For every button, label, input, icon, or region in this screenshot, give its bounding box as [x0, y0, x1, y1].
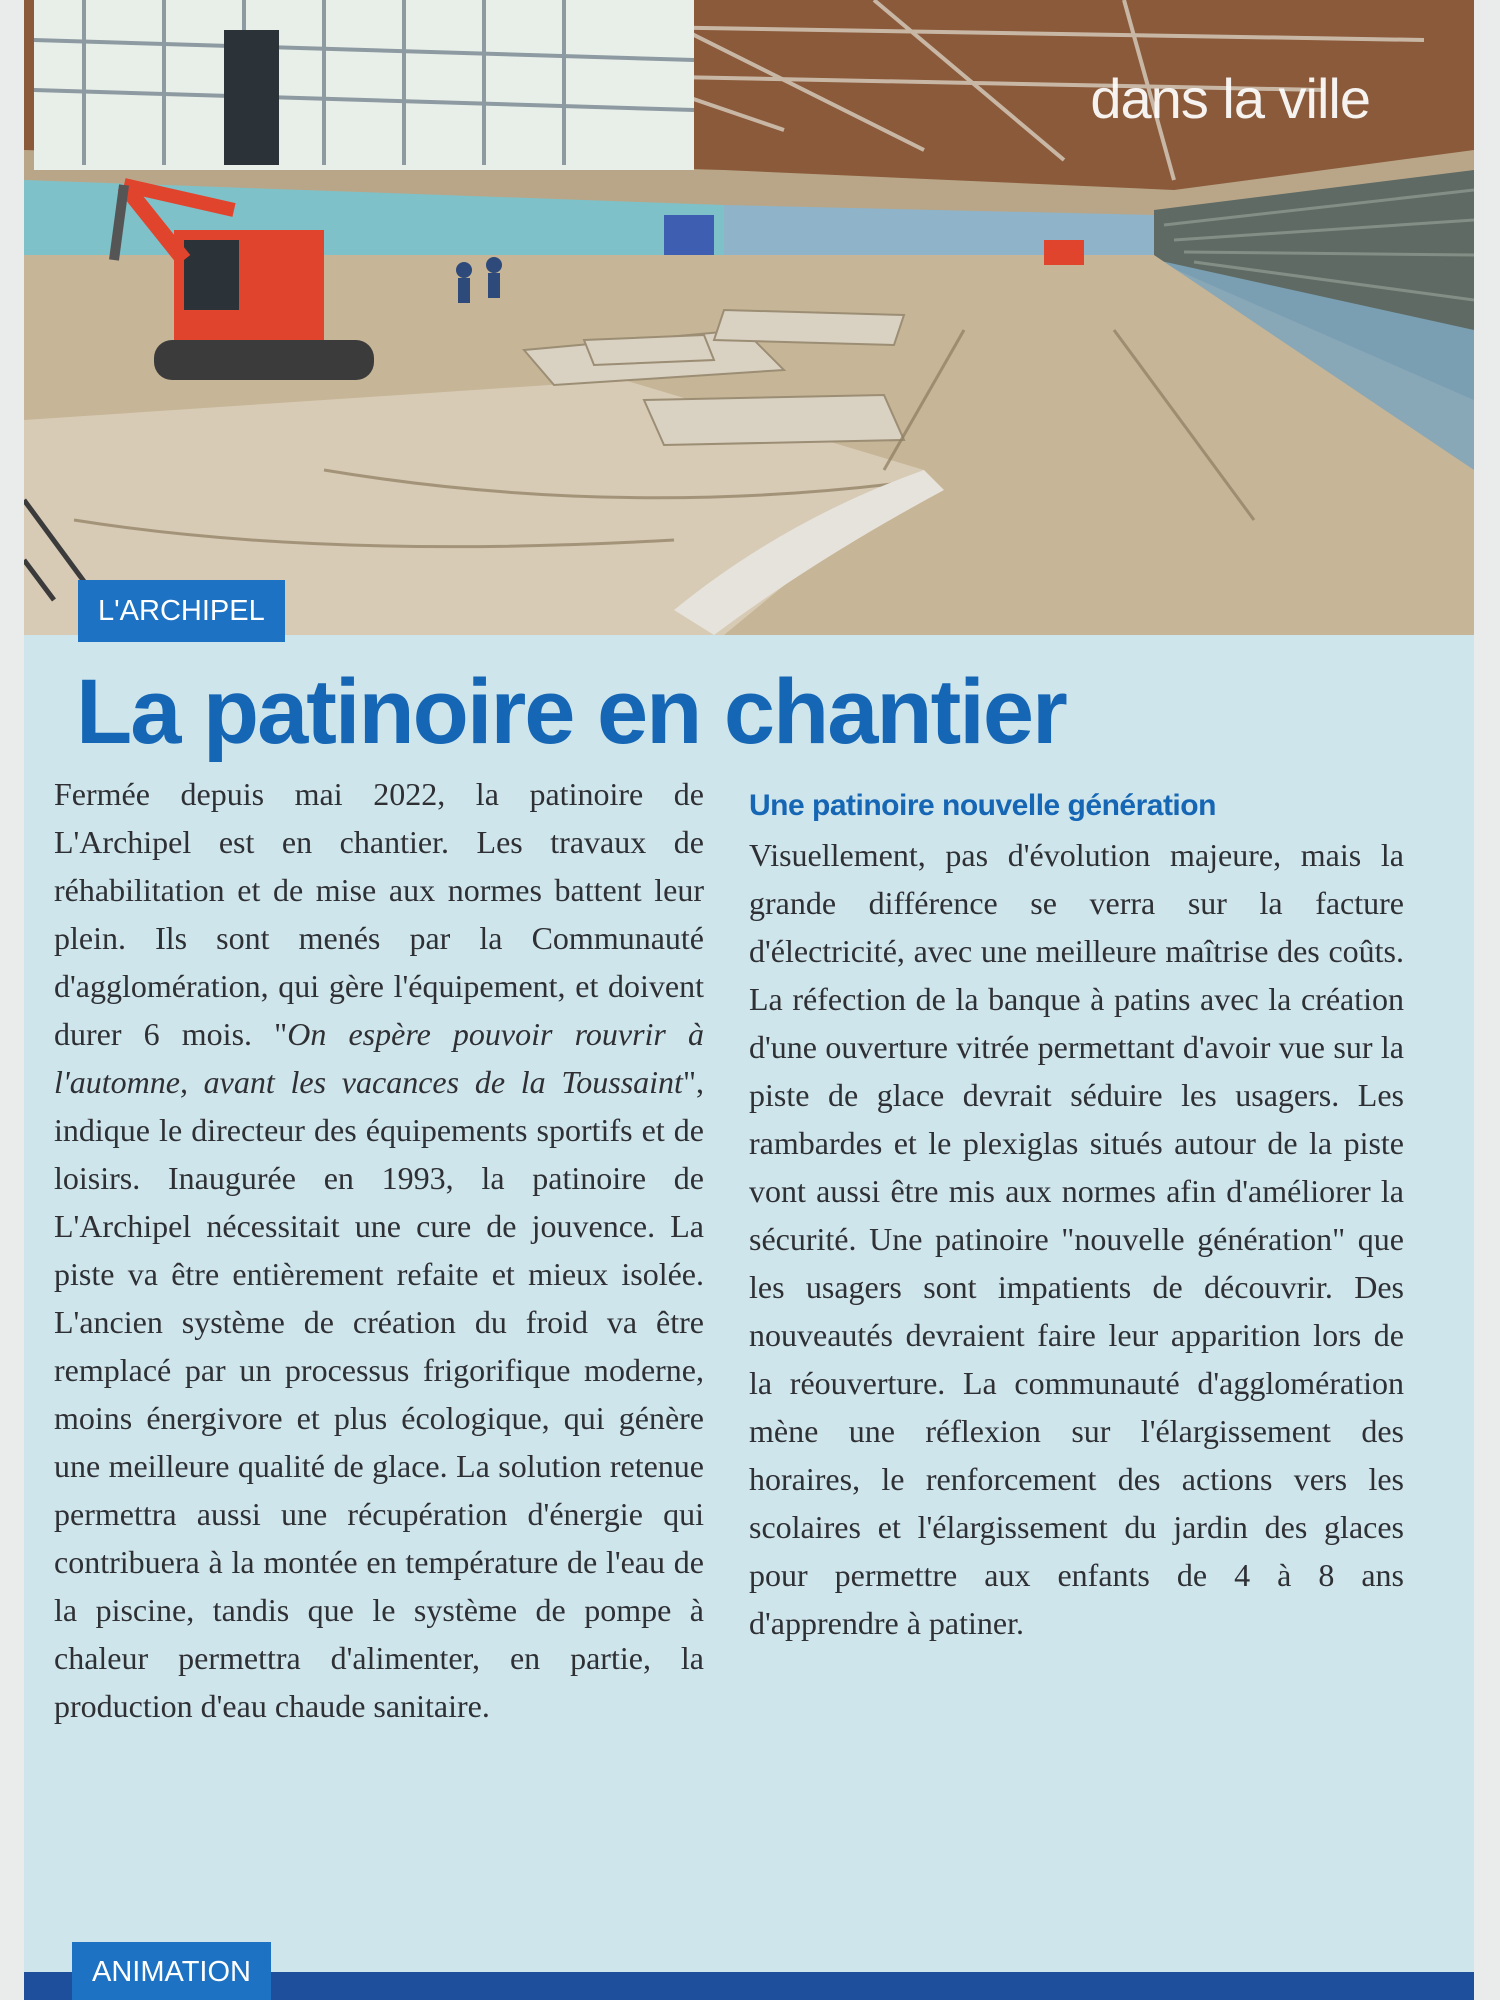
- intro-text: Fermée depuis mai 2022, la patinoire de L'Archipel est en chantier. Les travaux de réhabilitation et de mise aux normes battent leur plein. Ils sont menés par la Communauté d'agglomération, qui gère l'équipement, et doivent durer 6 mois. ": [54, 776, 704, 1052]
- category-tag: L'ARCHIPEL: [78, 580, 285, 642]
- article-title: La patinoire en chantier: [76, 661, 1066, 763]
- director-quote: On espère pouvoir rouvrir à l'automne, avant les vacances de la Toussaint: [54, 1016, 705, 1100]
- left-column-paragraph: [54, 770, 704, 1730]
- construction-site-ice-rink-photo: [24, 0, 1474, 635]
- right-column: [749, 787, 1404, 1647]
- left-column: [54, 770, 704, 1730]
- right-column-paragraph: Visuellement, pas d'évolution majeure, mais la grande différence se verra sur la facture d'électricité, avec une meilleure maîtrise des coûts. La réfection de la banque à patins avec la création d'une ouverture vitrée permettant d'avoir vue sur la piste de glace devrait séduire les usagers. Les rambardes et le plexiglas situés autour de la piste vont aussi être mis aux normes afin d'améliorer la sécurité. Une patinoire "nouvelle génération" que les usagers sont impatients de découvrir. Des nouveautés devraient faire leur apparition lors de la réouverture. La communauté d'agglomération mène une réflexion sur l'élargissement des horaires, le renforcement des actions vers les scolaires et l'élargissement du jardin des glaces pour permettre aux enfants de 4 à 8 ans d'apprendre à patiner.: [749, 837, 1404, 1641]
- right-column-subheading: Une patinoire nouvelle génération: [749, 789, 1216, 822]
- magazine-page: [24, 0, 1474, 2000]
- body-text: ", indique le directeur des équipements sportifs et de loisirs. Inaugurée en 1993, la patinoire de L'Archipel nécessitait une cure de jouvence. La piste va être entièrement refaite et mieux isolée. L'ancien système de création du froid va être remplacé par un processus frigorifique moderne, moins énergivore et plus écologique, qui génère une meilleure qualité de glace. La solution retenue permettra aussi une récupération d'énergie qui contribuera à la montée en température de l'eau de la piscine, tandis que le système de pompe à chaleur permettra d'alimenter, en partie, la production d'eau chaude sanitaire.: [54, 1064, 704, 1724]
- section-label: dans la ville: [1090, 67, 1370, 130]
- footer-category-tag: ANIMATION: [72, 1942, 271, 2000]
